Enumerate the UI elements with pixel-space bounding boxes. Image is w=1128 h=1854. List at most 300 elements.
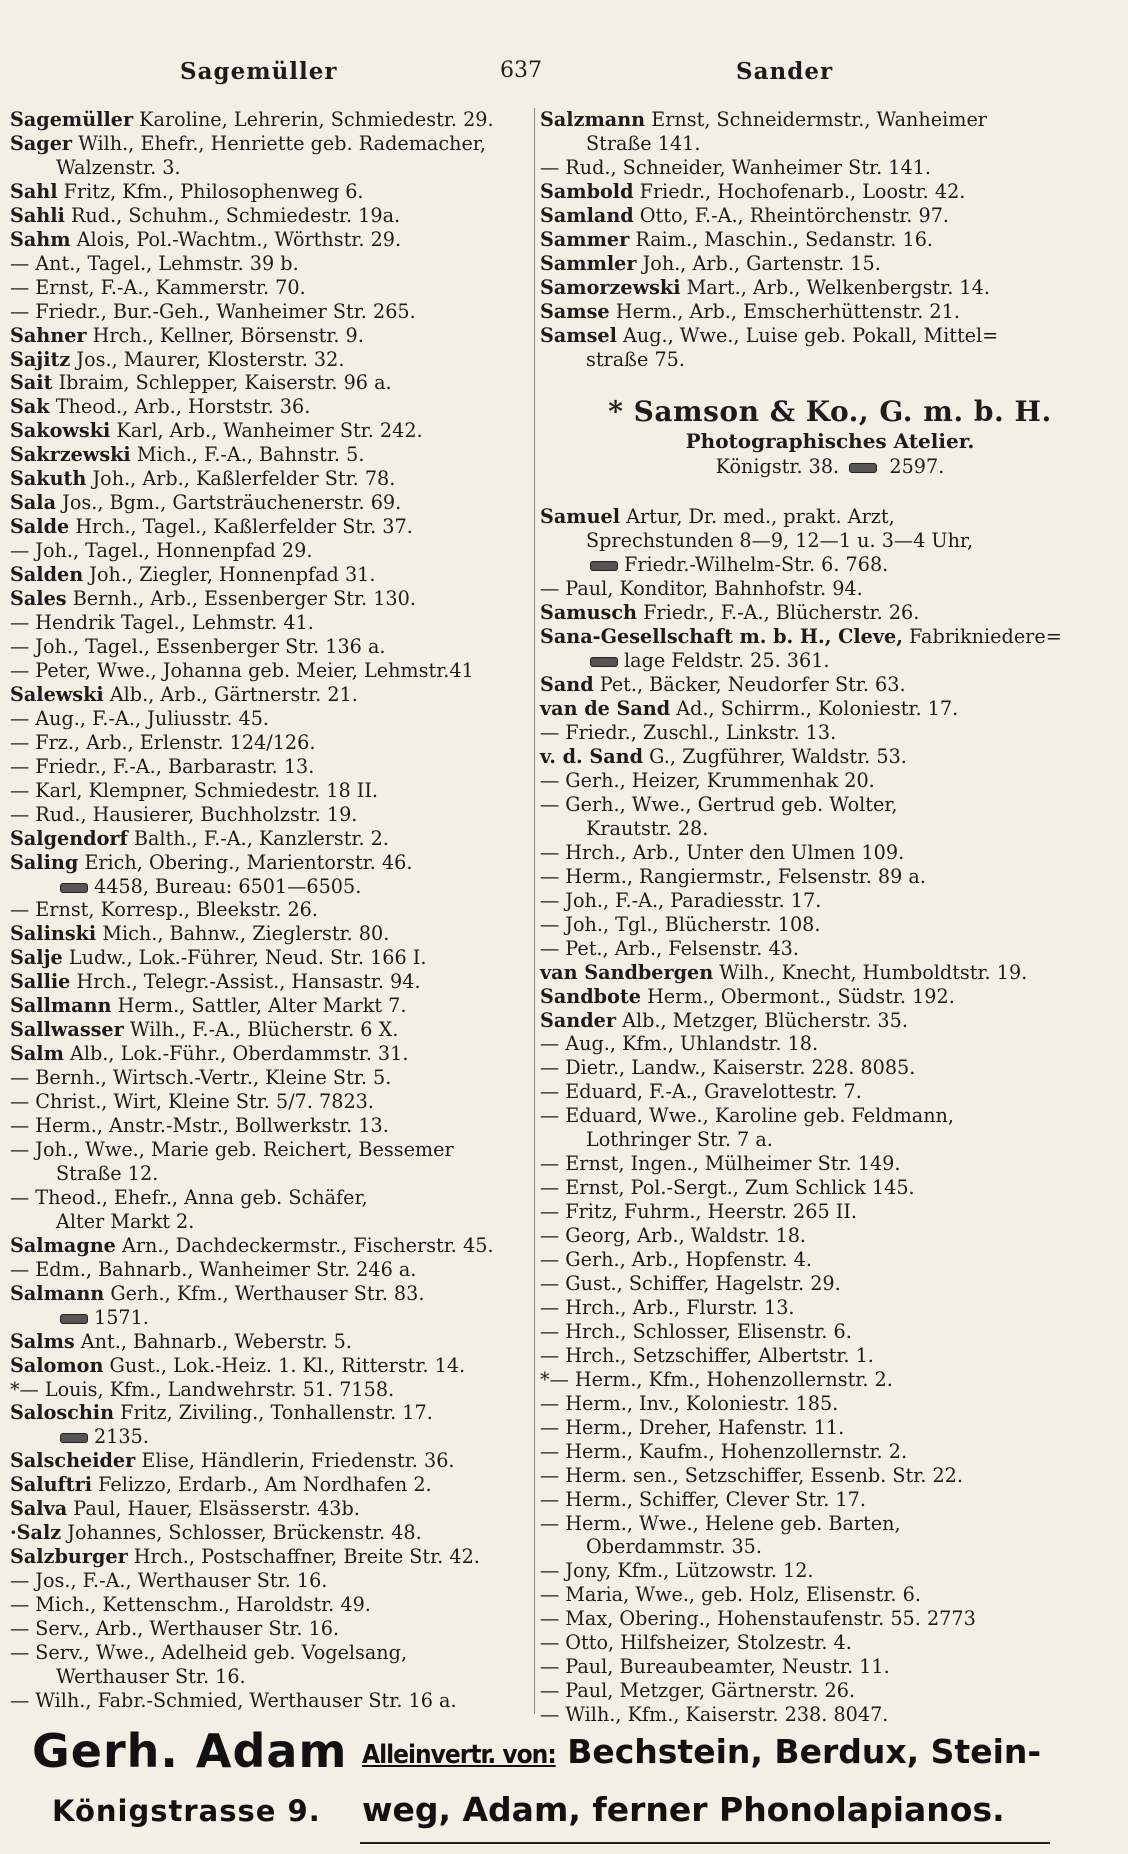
directory-entry bbox=[540, 601, 1120, 625]
directory-entry bbox=[540, 961, 1120, 985]
directory-entry bbox=[540, 505, 1120, 529]
directory-entry bbox=[10, 1330, 530, 1354]
entry-details: Friedr., F.-A., Blücherstr. 26. bbox=[643, 601, 920, 625]
directory-entry bbox=[540, 252, 1120, 276]
entry-surname: Sahner bbox=[10, 323, 87, 347]
directory-entry bbox=[10, 1282, 530, 1306]
entry-details: Gust., Lok.-Heiz. 1. Kl., Ritterstr. 14. bbox=[109, 1353, 466, 1377]
entry-surname: Salewski bbox=[10, 682, 104, 706]
directory-entry bbox=[10, 1545, 530, 1569]
entry-sub-details: — Friedr., Bur.-Geh., Wanheimer Str. 265. bbox=[10, 299, 416, 323]
entry-surname: Sak bbox=[10, 395, 50, 419]
directory-entry bbox=[540, 1080, 1120, 1104]
entry-surname: Sallie bbox=[10, 970, 71, 994]
entry-surname: Sammler bbox=[540, 251, 637, 275]
entry-details: Paul, Hauer, Elsässerstr. 43b. bbox=[73, 1497, 360, 1521]
directory-entry bbox=[10, 1138, 530, 1162]
directory-entry bbox=[540, 156, 1120, 180]
entry-sub-details: — Jos., F.-A., Werthauser Str. 16. bbox=[10, 1569, 328, 1593]
directory-entry bbox=[10, 252, 530, 276]
entry-sub-details: — Herm., Schiffer, Clever Str. 17. bbox=[540, 1487, 866, 1511]
telephone-icon bbox=[60, 883, 88, 893]
entry-sub-details: — Frz., Arb., Erlenstr. 124/126. bbox=[10, 730, 316, 754]
entry-details: Ant., Bahnarb., Weberstr. 5. bbox=[80, 1329, 352, 1353]
entry-details: Alb., Arb., Gärtnerstr. 21. bbox=[109, 682, 358, 706]
ad-line-1-brands: Bechstein, Berdux, Stein- bbox=[567, 1732, 1042, 1771]
entry-details: Hrch., Tagel., Kaßlerfelder Str. 37. bbox=[75, 515, 413, 539]
entry-continuation: Krautstr. 28. bbox=[586, 816, 709, 840]
entry-sub-details: — Rud., Hausierer, Buchholzstr. 19. bbox=[10, 802, 358, 826]
entry-sub-details: — Edm., Bahnarb., Wanheimer Str. 246 a. bbox=[10, 1257, 417, 1281]
directory-entry bbox=[10, 1018, 530, 1042]
ad-company-name: Gerh. Adam bbox=[32, 1724, 348, 1778]
directory-entry bbox=[10, 276, 530, 300]
directory-entry bbox=[10, 1186, 530, 1210]
directory-entry bbox=[540, 721, 1120, 745]
directory-entry bbox=[10, 515, 530, 539]
directory-entry bbox=[540, 1056, 1120, 1080]
entry-sub-details: — Ernst, Ingen., Mülheimer Str. 149. bbox=[540, 1152, 901, 1176]
directory-entry bbox=[10, 395, 530, 419]
entry-details: Erich, Obering., Marientorstr. 46. bbox=[84, 850, 413, 874]
directory-entry bbox=[540, 1416, 1120, 1440]
entry-surname: Salmagne bbox=[10, 1233, 116, 1257]
directory-entry bbox=[10, 1114, 530, 1138]
directory-entry bbox=[10, 803, 530, 827]
entry-surname: Salden bbox=[10, 563, 84, 587]
entry-surname: Sana-Gesellschaft m. b. H., Cleve, bbox=[540, 625, 903, 649]
company-address-line bbox=[540, 454, 1120, 479]
directory-entry bbox=[10, 443, 530, 467]
spacer bbox=[540, 371, 1120, 391]
directory-entry bbox=[10, 731, 530, 755]
entry-sub-details: — Joh., Tagel., Honnenpfad 29. bbox=[10, 539, 313, 563]
entry-details: Fritz, Kfm., Philosophenweg 6. bbox=[63, 179, 364, 203]
entry-details: Herm., Sattler, Alter Markt 7. bbox=[117, 994, 407, 1018]
directory-entry bbox=[540, 1104, 1120, 1128]
telephone-icon bbox=[60, 1314, 88, 1324]
ad-address: Königstrasse 9. bbox=[52, 1794, 321, 1828]
directory-entry bbox=[10, 1378, 530, 1402]
ad-line-2: weg, Adam, ferner Phonolapianos. bbox=[362, 1790, 1005, 1829]
entry-details: Ad., Schirrm., Koloniestr. 17. bbox=[676, 697, 959, 721]
directory-entry bbox=[10, 1306, 530, 1330]
directory-entry bbox=[10, 491, 530, 515]
entry-sub-details: — Gerh., Arb., Hopfenstr. 4. bbox=[540, 1248, 812, 1272]
directory-entry bbox=[540, 1631, 1120, 1655]
directory-entry bbox=[10, 563, 530, 587]
directory-entry bbox=[10, 204, 530, 228]
entry-continuation: Friedr.-Wilhelm-Str. 6. 768. bbox=[624, 553, 889, 577]
entry-surname: van Sandbergen bbox=[540, 960, 714, 984]
entry-details: Rud., Schuhm., Schmiedestr. 19a. bbox=[70, 203, 401, 227]
directory-entry bbox=[540, 577, 1120, 601]
entry-surname: Sandbote bbox=[540, 984, 641, 1008]
entry-details: Artur, Dr. med., prakt. Arzt, bbox=[626, 505, 895, 529]
telephone-icon bbox=[60, 1433, 88, 1443]
directory-entry bbox=[540, 180, 1120, 204]
telephone-icon bbox=[849, 463, 877, 473]
entry-details: Hrch., Telegr.-Assist., Hansastr. 94. bbox=[76, 970, 421, 994]
entry-sub-details: — Wilh., Kfm., Kaiserstr. 238. 8047. bbox=[540, 1703, 889, 1727]
directory-entry bbox=[10, 1425, 530, 1449]
directory-entry bbox=[10, 755, 530, 779]
telephone-icon bbox=[590, 561, 618, 571]
entry-sub-details: — Karl, Klempner, Schmiedestr. 18 II. bbox=[10, 778, 379, 802]
directory-entry bbox=[10, 946, 530, 970]
directory-entry bbox=[10, 1354, 530, 1378]
entry-details: Otto, F.-A., Rheintörchenstr. 97. bbox=[639, 203, 949, 227]
entry-sub-details: — Paul, Bureaubeamter, Neustr. 11. bbox=[540, 1655, 890, 1679]
entry-details: Aug., Wwe., Luise geb. Pokall, Mittel= bbox=[623, 323, 999, 347]
entry-details: Herm., Arb., Emscherhüttenstr. 21. bbox=[615, 299, 960, 323]
entry-sub-details: — Hrch., Arb., Unter den Ulmen 109. bbox=[540, 840, 905, 864]
directory-entry bbox=[10, 1401, 530, 1425]
entry-sub-details: — Dietr., Landw., Kaiserstr. 228. 8085. bbox=[540, 1056, 916, 1080]
entry-details: Wilh., F.-A., Blücherstr. 6 X. bbox=[129, 1018, 399, 1042]
entry-sub-details: — Peter, Wwe., Johanna geb. Meier, Lehmstr.41 bbox=[10, 658, 474, 682]
entry-sub-details: — Gerh., Heizer, Krummenhak 20. bbox=[540, 768, 875, 792]
company-subtitle: Photographisches Atelier. bbox=[685, 429, 975, 454]
entry-details: Joh., Arb., Gartenstr. 15. bbox=[642, 251, 881, 275]
entry-sub-details: — Eduard, F.-A., Gravelottestr. 7. bbox=[540, 1080, 862, 1104]
directory-entry bbox=[10, 156, 530, 180]
directory-entry bbox=[540, 1679, 1120, 1703]
directory-entry bbox=[540, 697, 1120, 721]
ad-rule bbox=[360, 1842, 1050, 1844]
entry-details: Joh., Arb., Kaßlerfelder Str. 78. bbox=[92, 467, 396, 491]
right-column-top bbox=[540, 108, 1120, 371]
entry-sub-details: *— Louis, Kfm., Landwehrstr. 51. 7158. bbox=[10, 1377, 395, 1401]
entry-continuation: Oberdammstr. 35. bbox=[586, 1535, 762, 1559]
entry-surname: Sallwasser bbox=[10, 1018, 124, 1042]
directory-entry bbox=[540, 132, 1120, 156]
entry-surname: Salmann bbox=[10, 1281, 105, 1305]
entry-sub-details: — Hrch., Schlosser, Elisenstr. 6. bbox=[540, 1319, 852, 1343]
directory-entry bbox=[10, 1234, 530, 1258]
entry-surname: Sahl bbox=[10, 179, 58, 203]
directory-entry bbox=[10, 348, 530, 372]
directory-entry bbox=[540, 1009, 1120, 1033]
entry-surname: Salje bbox=[10, 946, 63, 970]
entry-sub-details: — Joh., Tagel., Essenberger Str. 136 a. bbox=[10, 634, 386, 658]
entry-surname: Salomon bbox=[10, 1353, 104, 1377]
directory-entry bbox=[10, 1162, 530, 1186]
entry-continuation: Straße 141. bbox=[586, 131, 701, 155]
directory-entry bbox=[10, 683, 530, 707]
directory-entry bbox=[540, 553, 1120, 577]
company-address: Königstr. 38. bbox=[715, 455, 840, 479]
directory-entry bbox=[10, 1689, 530, 1713]
entry-surname: Sajitz bbox=[10, 347, 71, 371]
entry-sub-details: — Ernst, Pol.-Sergt., Zum Schlick 145. bbox=[540, 1176, 915, 1200]
directory-entry bbox=[10, 827, 530, 851]
entry-sub-details: — Herm., Anstr.-Mstr., Bollwerkstr. 13. bbox=[10, 1114, 389, 1138]
directory-entry bbox=[540, 1296, 1120, 1320]
entry-sub-details: — Paul, Konditor, Bahnhofstr. 94. bbox=[540, 577, 863, 601]
directory-entry bbox=[10, 1258, 530, 1282]
entry-surname: ·Salz bbox=[10, 1521, 62, 1545]
company-title: * Samson & Ko., G. m. b. H. bbox=[608, 395, 1052, 429]
entry-sub-details: — Gust., Schiffer, Hagelstr. 29. bbox=[540, 1271, 841, 1295]
entry-surname: Salinski bbox=[10, 922, 97, 946]
entry-details: Balth., F.-A., Kanzlerstr. 2. bbox=[133, 826, 389, 850]
entry-surname: Samorzewski bbox=[540, 275, 681, 299]
entry-surname: Sallmann bbox=[10, 994, 112, 1018]
entry-details: Fabrikniederе= bbox=[909, 625, 1062, 649]
entry-sub-details: — Fritz, Fuhrm., Heerstr. 265 II. bbox=[540, 1200, 858, 1224]
entry-surname: Sander bbox=[540, 1008, 616, 1032]
column-divider bbox=[534, 108, 535, 1714]
directory-entry bbox=[540, 985, 1120, 1009]
entry-sub-details: — Friedr., F.-A., Barbarastr. 13. bbox=[10, 754, 315, 778]
entry-sub-details: — Hrch., Setzschiffer, Albertstr. 1. bbox=[540, 1343, 874, 1367]
entry-continuation: 2135. bbox=[94, 1425, 149, 1449]
directory-entry bbox=[10, 851, 530, 875]
entry-sub-details: — Aug., F.-A., Juliusstr. 45. bbox=[10, 706, 269, 730]
directory-entry bbox=[540, 673, 1120, 697]
directory-entry bbox=[10, 587, 530, 611]
directory-entry bbox=[10, 1617, 530, 1641]
entry-surname: Samsel bbox=[540, 323, 617, 347]
directory-entry bbox=[540, 913, 1120, 937]
entry-surname: Sales bbox=[10, 587, 67, 611]
directory-entry bbox=[10, 132, 530, 156]
entry-surname: Sakuth bbox=[10, 467, 87, 491]
entry-sub-details: — Serv., Arb., Werthauser Str. 16. bbox=[10, 1617, 340, 1641]
directory-entry bbox=[10, 180, 530, 204]
entry-details: Karoline, Lehrerin, Schmiedestr. 29. bbox=[139, 108, 494, 131]
entry-surname: Samusch bbox=[540, 601, 637, 625]
entry-details: Jos., Bgm., Gartsträuchenerstr. 69. bbox=[62, 491, 402, 515]
directory-entry bbox=[540, 1512, 1120, 1536]
directory-entry bbox=[10, 108, 530, 132]
entry-details: Hrch., Kellner, Börsenstr. 9. bbox=[92, 323, 364, 347]
entry-continuation: Werthauser Str. 16. bbox=[56, 1664, 246, 1688]
entry-details: Alois, Pol.-Wachtm., Wörthstr. 29. bbox=[76, 227, 402, 251]
entry-details: Ibraim, Schlepper, Kaiserstr. 96 a. bbox=[58, 371, 392, 395]
entry-surname: Salde bbox=[10, 515, 70, 539]
left-column bbox=[10, 108, 530, 1714]
entry-sub-details: — Herm., Dreher, Hafenstr. 11. bbox=[540, 1415, 845, 1439]
directory-entry bbox=[10, 1066, 530, 1090]
entry-sub-details: *— Herm., Kfm., Hohenzollernstr. 2. bbox=[540, 1367, 893, 1391]
entry-details: Mart., Arb., Welkenbergstr. 14. bbox=[686, 275, 990, 299]
entry-continuation: lage Feldstr. 25. 361. bbox=[624, 649, 830, 673]
entry-sub-details: — Wilh., Fabr.-Schmied, Werthauser Str. 16 a. bbox=[10, 1688, 457, 1712]
entry-continuation: 4458, Bureau: 6501—6505. bbox=[94, 874, 362, 898]
entry-surname: Sakrzewski bbox=[10, 443, 131, 467]
entry-surname: Salms bbox=[10, 1329, 75, 1353]
directory-entry bbox=[10, 635, 530, 659]
entry-details: Raim., Maschin., Sedanstr. 16. bbox=[635, 227, 934, 251]
entry-surname: Sand bbox=[540, 673, 594, 697]
entry-sub-details: — Joh., Wwe., Marie geb. Reichert, Bessemer bbox=[10, 1137, 454, 1161]
directory-entry bbox=[10, 539, 530, 563]
directory-entry bbox=[10, 324, 530, 348]
company-phone: 2597. bbox=[889, 455, 945, 479]
entry-surname: v. d. Sand bbox=[540, 745, 644, 769]
entry-details: Karl, Arb., Wanheimer Str. 242. bbox=[116, 419, 423, 443]
directory-entry bbox=[540, 865, 1120, 889]
directory-entry bbox=[540, 841, 1120, 865]
entry-surname: Sait bbox=[10, 371, 53, 395]
directory-entry bbox=[540, 1392, 1120, 1416]
entry-sub-details: — Georg, Arb., Waldstr. 18. bbox=[540, 1224, 807, 1248]
entry-surname: Saluftri bbox=[10, 1473, 93, 1497]
entry-details: Friedr., Hochofenarb., Loostr. 42. bbox=[639, 179, 966, 203]
directory-entry bbox=[540, 1655, 1120, 1679]
entry-surname: Samuel bbox=[540, 505, 621, 529]
directory-entry bbox=[10, 1090, 530, 1114]
company-advert-block bbox=[540, 391, 1120, 485]
directory-entry bbox=[10, 1042, 530, 1066]
right-running-head: Sander bbox=[736, 58, 834, 85]
entry-surname: Sahli bbox=[10, 203, 65, 227]
entry-continuation: Sprechstunden 8—9, 12—1 u. 3—4 Uhr, bbox=[586, 529, 974, 553]
entry-details: Fritz, Ziviling., Tonhallenstr. 17. bbox=[120, 1401, 433, 1425]
entry-details: Alb., Metzger, Blücherstr. 35. bbox=[622, 1008, 908, 1032]
page-number: 637 bbox=[500, 58, 542, 83]
entry-surname: van de Sand bbox=[540, 697, 671, 721]
directory-entry bbox=[540, 1583, 1120, 1607]
directory-entry bbox=[540, 1535, 1120, 1559]
directory-entry bbox=[10, 228, 530, 252]
entry-surname: Saling bbox=[10, 850, 79, 874]
entry-details: Ludw., Lok.-Führer, Neud. Str. 166 I. bbox=[68, 946, 427, 970]
entry-sub-details: — Max, Obering., Hohenstaufenstr. 55. 2773 bbox=[540, 1607, 976, 1631]
entry-sub-details: — Joh., F.-A., Paradiesstr. 17. bbox=[540, 888, 822, 912]
entry-details: Joh., Ziegler, Honnenpfad 31. bbox=[89, 563, 376, 587]
entry-surname: Sala bbox=[10, 491, 57, 515]
entry-sub-details: — Eduard, Wwe., Karoline geb. Feldmann, bbox=[540, 1104, 955, 1128]
directory-entry bbox=[540, 1248, 1120, 1272]
directory-entry bbox=[10, 371, 530, 395]
entry-sub-details: — Joh., Tgl., Blücherstr. 108. bbox=[540, 912, 821, 936]
directory-entry bbox=[540, 1488, 1120, 1512]
entry-sub-details: — Paul, Metzger, Gärtnerstr. 26. bbox=[540, 1679, 856, 1703]
entry-details: Herm., Obermont., Südstr. 192. bbox=[647, 984, 955, 1008]
entry-details: G., Zugführer, Waldstr. 53. bbox=[649, 745, 907, 769]
directory-entry bbox=[540, 745, 1120, 769]
entry-sub-details: — Mich., Kettenschm., Haroldstr. 49. bbox=[10, 1593, 371, 1617]
entry-surname: Salgendorf bbox=[10, 826, 128, 850]
entry-details: Mich., Bahnw., Zieglerstr. 80. bbox=[102, 922, 390, 946]
entry-details: Theod., Arb., Horststr. 36. bbox=[55, 395, 311, 419]
directory-entry bbox=[10, 1521, 530, 1545]
entry-sub-details: — Ernst, Korresp., Bleekstr. 26. bbox=[10, 898, 318, 922]
directory-entry bbox=[540, 1176, 1120, 1200]
directory-entry bbox=[540, 1152, 1120, 1176]
entry-details: Wilh., Knecht, Humboldtstr. 19. bbox=[719, 960, 1028, 984]
entry-sub-details: — Herm., Kaufm., Hohenzollernstr. 2. bbox=[540, 1439, 908, 1463]
directory-entry bbox=[10, 1473, 530, 1497]
directory-entry bbox=[540, 1320, 1120, 1344]
directory-entry bbox=[540, 108, 1120, 132]
entry-sub-details: — Pet., Arb., Felsenstr. 43. bbox=[540, 936, 799, 960]
directory-entry bbox=[10, 1497, 530, 1521]
entry-details: Elise, Händlerin, Friedenstr. 36. bbox=[141, 1449, 455, 1473]
directory-entry bbox=[540, 204, 1120, 228]
directory-entry bbox=[540, 1344, 1120, 1368]
entry-sub-details: — Theod., Ehefr., Anna geb. Schäfer, bbox=[10, 1185, 368, 1209]
entry-surname: Salva bbox=[10, 1497, 68, 1521]
directory-entry bbox=[540, 1128, 1120, 1152]
telephone-icon bbox=[590, 657, 618, 667]
right-column bbox=[540, 108, 1120, 1727]
directory-entry bbox=[540, 1559, 1120, 1583]
entry-sub-details: — Herm., Inv., Koloniestr. 185. bbox=[540, 1391, 839, 1415]
directory-entry bbox=[10, 875, 530, 899]
entry-continuation: 1571. bbox=[94, 1305, 149, 1329]
directory-entry bbox=[540, 1272, 1120, 1296]
directory-entry bbox=[540, 1607, 1120, 1631]
entry-sub-details: — Aug., Kfm., Uhlandstr. 18. bbox=[540, 1032, 819, 1056]
ad-line-1 bbox=[362, 1732, 1041, 1771]
entry-sub-details: — Rud., Schneider, Wanheimer Str. 141. bbox=[540, 155, 932, 179]
entry-continuation: Walzenstr. 3. bbox=[56, 155, 181, 179]
directory-entry bbox=[10, 1593, 530, 1617]
directory-entry bbox=[540, 1032, 1120, 1056]
entry-sub-details: — Friedr., Zuschl., Linkstr. 13. bbox=[540, 721, 837, 745]
entry-surname: Sahm bbox=[10, 227, 71, 251]
entry-sub-details: — Ernst, F.-A., Kammerstr. 70. bbox=[10, 275, 306, 299]
directory-entry bbox=[540, 793, 1120, 817]
directory-entry bbox=[10, 970, 530, 994]
directory-entry bbox=[10, 1569, 530, 1593]
directory-entry bbox=[10, 611, 530, 635]
directory-entry bbox=[10, 1641, 530, 1665]
spacer bbox=[540, 485, 1120, 505]
entry-surname: Sagemüller bbox=[10, 108, 134, 131]
directory-entry bbox=[540, 276, 1120, 300]
directory-entry bbox=[540, 348, 1120, 372]
entry-details: Hrch., Postschaffner, Breite Str. 42. bbox=[133, 1545, 480, 1569]
directory-entry bbox=[540, 1440, 1120, 1464]
directory-entry bbox=[10, 1449, 530, 1473]
directory-entry bbox=[540, 228, 1120, 252]
directory-entry bbox=[540, 529, 1120, 553]
entry-surname: Sammer bbox=[540, 227, 630, 251]
entry-details: Arn., Dachdeckermstr., Fischerstr. 45. bbox=[122, 1233, 494, 1257]
directory-entry bbox=[10, 300, 530, 324]
entry-sub-details: — Herm. sen., Setzschiffer, Essenb. Str. 22. bbox=[540, 1463, 963, 1487]
directory-entry bbox=[10, 1665, 530, 1689]
entry-sub-details: — Herm., Wwe., Helene geb. Barten, bbox=[540, 1511, 901, 1535]
directory-entry bbox=[10, 467, 530, 491]
directory-entry bbox=[10, 419, 530, 443]
entry-sub-details: — Hendrik Tagel., Lehmstr. 41. bbox=[10, 611, 314, 635]
directory-entry bbox=[10, 1210, 530, 1234]
directory-entry bbox=[540, 769, 1120, 793]
directory-entry bbox=[540, 817, 1120, 841]
entry-details: Ernst, Schneidermstr., Wanheimer bbox=[651, 108, 987, 131]
entry-sub-details: — Serv., Wwe., Adelheid geb. Vogelsang, bbox=[10, 1641, 408, 1664]
entry-continuation: Alter Markt 2. bbox=[56, 1209, 195, 1233]
entry-continuation: straße 75. bbox=[586, 347, 685, 371]
entry-surname: Sambold bbox=[540, 179, 634, 203]
directory-entry bbox=[540, 937, 1120, 961]
entry-continuation: Lothringer Str. 7 a. bbox=[586, 1128, 773, 1152]
footer-advertisement bbox=[0, 1718, 1128, 1854]
entry-details: Johannes, Schlosser, Brückenstr. 48. bbox=[67, 1521, 422, 1545]
directory-entry bbox=[10, 898, 530, 922]
entry-details: Pet., Bäcker, Neudorfer Str. 63. bbox=[599, 673, 906, 697]
right-column-bottom bbox=[540, 505, 1120, 1727]
directory-entry bbox=[540, 1224, 1120, 1248]
directory-entry bbox=[540, 649, 1120, 673]
entry-details: Bernh., Arb., Essenberger Str. 130. bbox=[72, 587, 416, 611]
